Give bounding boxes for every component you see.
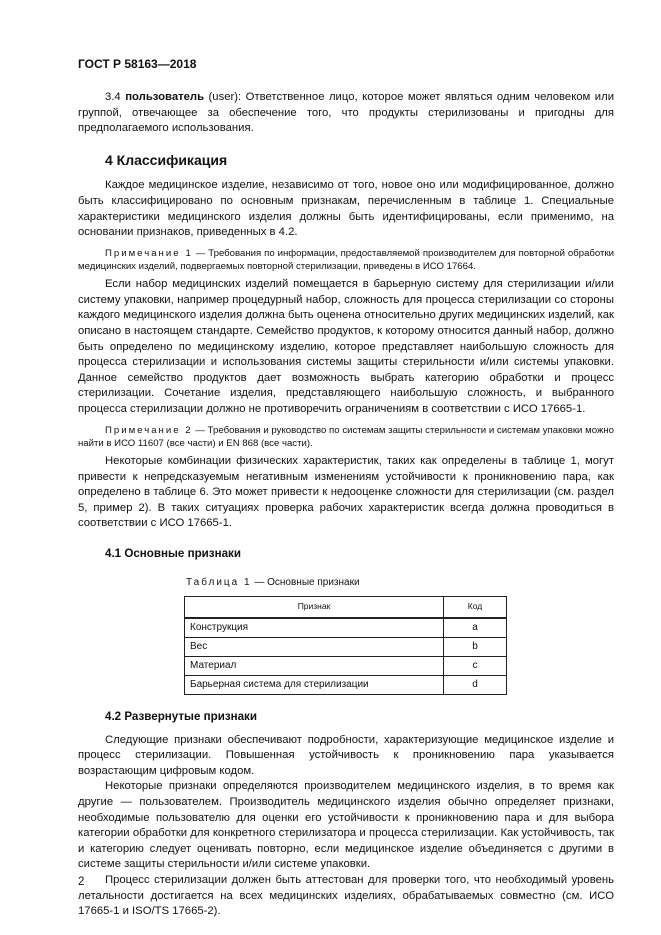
- table-row: [185, 657, 507, 676]
- definition-3-4: [78, 90, 614, 137]
- table-cell-code: c: [444, 657, 507, 676]
- note-2-label: Примечание 2: [105, 424, 193, 436]
- table-cell-feature: Конструкция: [185, 618, 444, 638]
- table-row: [185, 676, 507, 695]
- table-cell-feature: Вес: [185, 638, 444, 657]
- document-header-id: ГОСТ Р 58163—2018: [78, 57, 197, 71]
- table-row: [185, 618, 507, 638]
- section-4-paragraph-1: Каждое медицинское изделие, независимо от того, новое оно или модифицированное, должно быть классифицировано по основным признакам, перечисленным в таблице 1. Специальные характеристики медицинского изделия должны быть идентифицированы, если применимо, на основании признаков, приведенных в 4.2.: [78, 179, 614, 239]
- section-4-2-paragraph-3: Процесс стерилизации должен быть аттестован для проверки того, что необходимый уровень летальности достигается на всех медицинских изделиях, обрабатываемых совместно (см. ИСО 17665-1 и ISO/TS 17665-2).: [78, 874, 614, 918]
- table-caption-text: — Основные признаки: [251, 577, 360, 589]
- table-cell-feature: Барьерная система для стерилизации: [185, 676, 444, 695]
- table-header-row: [185, 597, 507, 619]
- note-1-label: Примечание 1: [105, 247, 193, 259]
- table-cell-feature: Материал: [185, 657, 444, 676]
- note-1: [78, 247, 614, 273]
- table-cell-code: b: [444, 638, 507, 657]
- section-4-title: 4 Классификация: [105, 151, 228, 168]
- table-cell-code: d: [444, 676, 507, 695]
- document-body: [78, 90, 614, 920]
- column-header-code: Код: [444, 597, 507, 619]
- definition-number: 3.4: [105, 91, 121, 103]
- section-4-2-paragraph-1: Следующие признаки обеспечивают подробности, характеризующие медицинское изделие и процесс стерилизации. Повышенная устойчивость к проникновению пара указывается возрастающим цифровым кодом.: [78, 733, 614, 777]
- definition-text: (user): Ответственное лицо, которое может являться одним человеком или группой, отвечающее за обеспечение того, что продукты стерилизованы и пригодны для предполагаемого использования.: [78, 91, 615, 135]
- note-1-text: — Требования по информации, предоставляемой производителем для повторной обработки медицинских изделий, подвергаемых повторной стерилизации, приведены в ИСО 17664.: [78, 247, 614, 272]
- table-1: [184, 596, 507, 695]
- table-caption-label: Таблица 1: [186, 577, 252, 589]
- note-2: [78, 424, 614, 450]
- note-2-text: — Требования и руководство по системам защиты стерильности и системам упаковки можно найти в ИСО 11607 (все части) и EN 868 (все части).: [78, 424, 614, 449]
- section-4-paragraph-2: Если набор медицинских изделий помещается в барьерную систему для стерилизации и/или систему упаковки, например процедурный набор, сложность для процесса стерилизации со стороны каждого медицинского изделия должна быть оценена относительно других медицинских изделий, как описано в настоящем стандарте. Семейство продуктов, к которому относится данный набор, должно быть определено по медицинскому изделию, которое представляет наибольшую сложность для процесса стерилизации и использования системы защиты стерильности и/или системы упаковки. Данное семейство продуктов дает возможность выбрать категорию обработки и процесс стерилизации. Сочетание изделия, представляющего наибольшую сложность, и выбранного процесса стерилизации должно не противоречить ограничениям в соответствии с ИСО 17665-1.: [78, 278, 614, 415]
- column-header-feature: Признак: [185, 597, 444, 619]
- section-4-2-title: 4.2 Развернутые признаки: [105, 710, 257, 724]
- definition-term: пользователь: [125, 91, 205, 103]
- table-cell-code: a: [444, 618, 507, 638]
- page-number: 2: [78, 876, 85, 888]
- table-1-caption: [186, 575, 614, 591]
- section-4-paragraph-3: Некоторые комбинации физических характеристик, таких как определены в таблице 1, могут привести к непредсказуемым негативным изменениям устойчивости к проникновению пара, как определено в таблице 6. Это может привести к недооценке сложности для стерилизации (см. раздел 5, пример 2). В таких ситуациях проверка рабочих характеристик всегда должна проводиться в соответствии с ИСО 17665-1.: [78, 454, 614, 530]
- table-row: [185, 638, 507, 657]
- section-4-1-title: 4.1 Основные признаки: [105, 546, 241, 560]
- section-4-2-paragraph-2: Некоторые признаки определяются производителем медицинского изделия, в то время как другие — пользователем. Производитель медицинского изделия обычно определяет признаки, необходимые пользователю для оценки его устойчивости к проникновению пара и для выбора категории обработки для конкретного стерилизатора и процесса стерилизации. Как устойчивость, так и категорию следует оценивать повторно, если медицинское изделие объединяется с другими в системе защиты стерильности и/или системе упаковки.: [78, 780, 614, 871]
